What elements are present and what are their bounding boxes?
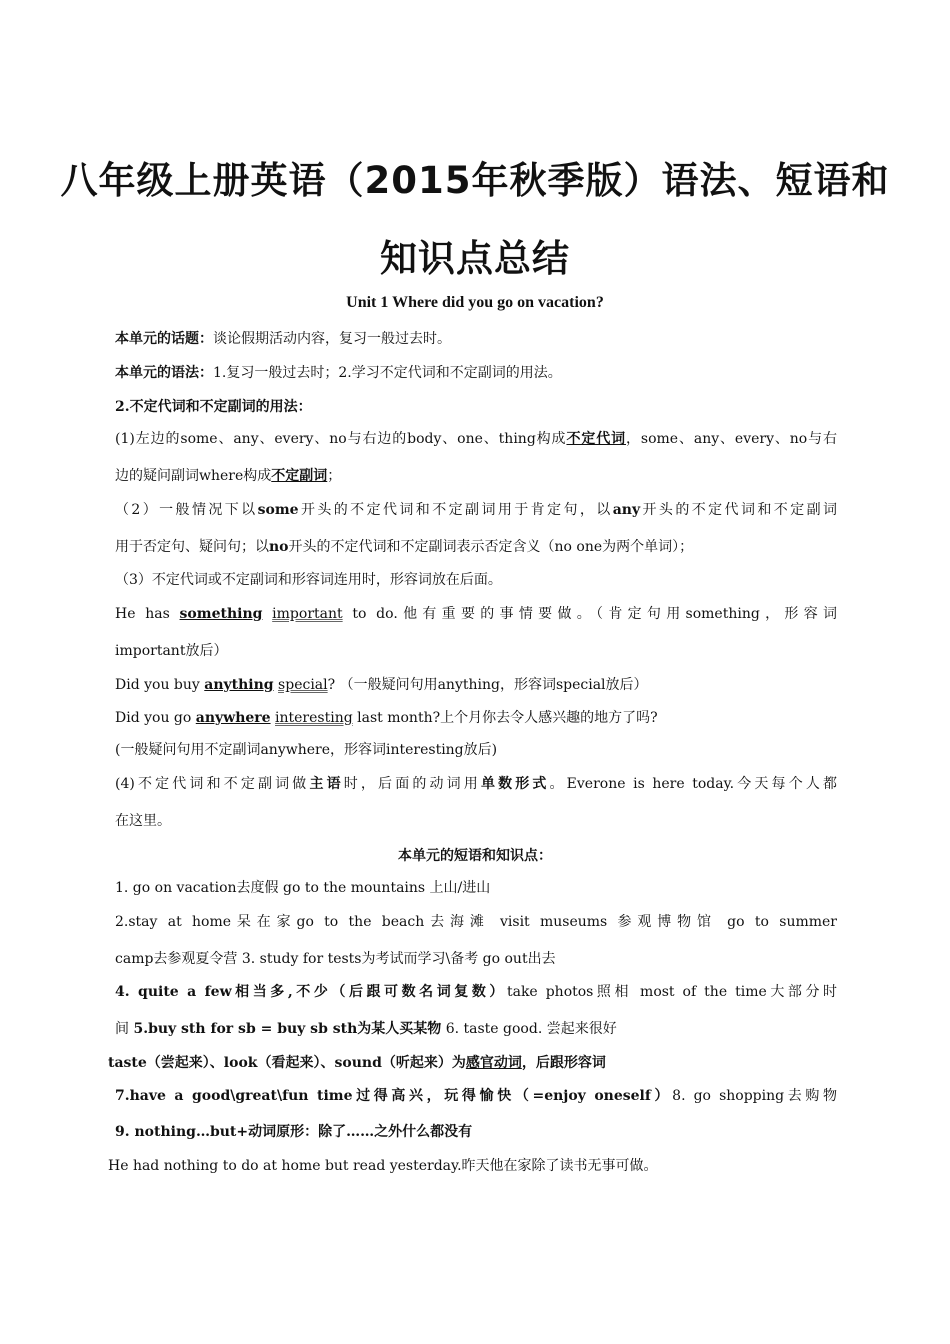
word-anywhere: anywhere [195, 710, 271, 726]
example-3-text-a: Did you go [115, 710, 196, 726]
example-1-line-1 [115, 604, 837, 624]
rule-2-text-h: 开头的不定代词和不定副词表示否定含义（no one为两个单词）； [288, 539, 694, 555]
keyword-some: some [257, 502, 299, 518]
example-1-line-2: important放后） [115, 643, 228, 659]
rule-4-text-e: 。Everone is here today.今天每个人都 [549, 776, 837, 792]
phrase-take-photos: take photos照相 most of the time大部分时 [506, 984, 838, 1000]
keyword-any: any [612, 502, 641, 518]
rule-2-text-f: 用于否定句、疑问句；以 [115, 539, 269, 555]
rule-2-text-c: 开头的不定代词和不定副词用于肯定句，以 [298, 502, 613, 518]
topic-label: 本单元的话题： [115, 331, 213, 347]
rule-4-line-1 [115, 774, 837, 794]
rule-2-text-a: （2）一般情况下以 [115, 502, 258, 518]
term-sense-verb: 感官动词 [465, 1055, 522, 1071]
term-subject: 主语 [309, 776, 344, 792]
rule-1-text-d: 边的疑问副词where构成 [115, 468, 272, 484]
rule-1-line-2 [115, 466, 837, 486]
example-3-text-d: last month?上个月你去令人感兴趣的地方了吗? [352, 710, 658, 726]
phrase-buy-sth-for-sb: 5.buy sth for sb = buy sb sth为某人买某物 [133, 1021, 442, 1037]
phrase-go-shopping: 8. go shopping去购物 [672, 1088, 837, 1104]
word-something: something [179, 606, 263, 622]
rule-2-line-2 [115, 537, 837, 557]
grammar-text: 1.复习一般过去时；2.学习不定代词和不定副词的用法。 [213, 365, 562, 381]
example-3 [115, 708, 837, 728]
grammar-label: 本单元的语法： [115, 365, 213, 381]
phrase-9-example: He had nothing to do at home but read yesterday.昨天他在家除了读书无事可做。 [108, 1158, 658, 1174]
example-1-text-a: He has [115, 606, 180, 622]
example-2-text-d: ? （一般疑问句用anything，形容词special放后） [327, 677, 648, 693]
document-title-line-2: 知识点总结 [380, 237, 570, 280]
example-2 [115, 675, 837, 695]
word-special: special [278, 677, 328, 693]
grammar-line [115, 363, 837, 383]
example-2-text-a: Did you buy [115, 677, 205, 693]
phrase-9: 9. nothing…but+动词原形：除了……之外什么都没有 [115, 1124, 473, 1140]
term-singular-form: 单数形式 [480, 776, 550, 792]
word-important: important [272, 606, 343, 622]
phrase-4-line-2 [115, 1019, 837, 1039]
rule-1-text-f: ； [327, 468, 342, 484]
phrases-heading: 本单元的短语和知识点： [398, 848, 552, 864]
rule-1-text-c: ，some、any、every、no与右 [626, 431, 837, 447]
rule-2-text-e: 开头的不定代词和不定副词 [640, 502, 838, 518]
section-2-heading: 2.不定代词和不定副词的用法： [115, 399, 312, 415]
phrase-2-line-1: 2.stay at home呆在家go to the beach去海滩 visit museums 参观博物馆 go to summer [115, 914, 837, 930]
phrase-4-line-1 [115, 982, 837, 1002]
word-anything: anything [204, 677, 274, 693]
sense-verbs-note [108, 1053, 830, 1073]
unit-heading: Unit 1 Where did you go on vacation? [346, 294, 604, 311]
word-interesting: interesting [275, 710, 353, 726]
rule-4-text-a: (4)不定代词和不定副词做 [115, 776, 310, 792]
example-1-text-d: to do.他有重要的事情要做。（肯定句用something，形容词 [342, 606, 837, 622]
phrase-quite-a-few: 4. quite a few相当多,不少（后跟可数名词复数） [115, 984, 507, 1000]
document-title-line-1: 八年级上册英语（2015年秋季版）语法、短语和 [60, 159, 890, 202]
topic-text: 谈论假期活动内容，复习一般过去时。 [213, 331, 451, 347]
phrase-have-a-good-time: 7.have a good\great\fun time过得高兴，玩得愉快（=enjoy oneself） [115, 1088, 673, 1104]
sense-verbs-text-c: ，后跟形容词 [521, 1055, 606, 1071]
phrase-7-8 [115, 1086, 837, 1106]
example-3-note: (一般疑问句用不定副词anywhere，形容词interesting放后) [115, 742, 498, 758]
rule-1-text-a: (1)左边的some、any、every、no与右边的body、one、thing构成 [115, 431, 567, 447]
phrase-2-line-2: camp去参观夏令营 3. study for tests为考试而学习\备考 go out出去 [115, 951, 556, 967]
term-indefinite-pronoun: 不定代词 [566, 431, 627, 447]
term-indefinite-adverb: 不定副词 [271, 468, 328, 484]
topic-line [115, 329, 837, 349]
phrase-1: 1. go on vacation去度假 go to the mountains 上山/进山 [115, 880, 491, 896]
rule-4-text-c: 时，后面的动词用 [343, 776, 481, 792]
rule-2-line-1 [115, 500, 837, 520]
sense-verbs-text-a: taste（尝起来）、look（看起来）、sound（听起来）为 [108, 1055, 466, 1071]
phrase-taste-good: 6. taste good. 尝起来很好 [441, 1021, 617, 1037]
phrase-4-text-c: 间 [115, 1021, 134, 1037]
rule-4-line-2: 在这里。 [115, 813, 171, 829]
keyword-no: no [269, 539, 289, 555]
rule-1-line-1 [115, 429, 837, 449]
rule-3: （3）不定代词或不定副词和形容词连用时，形容词放在后面。 [115, 572, 502, 588]
